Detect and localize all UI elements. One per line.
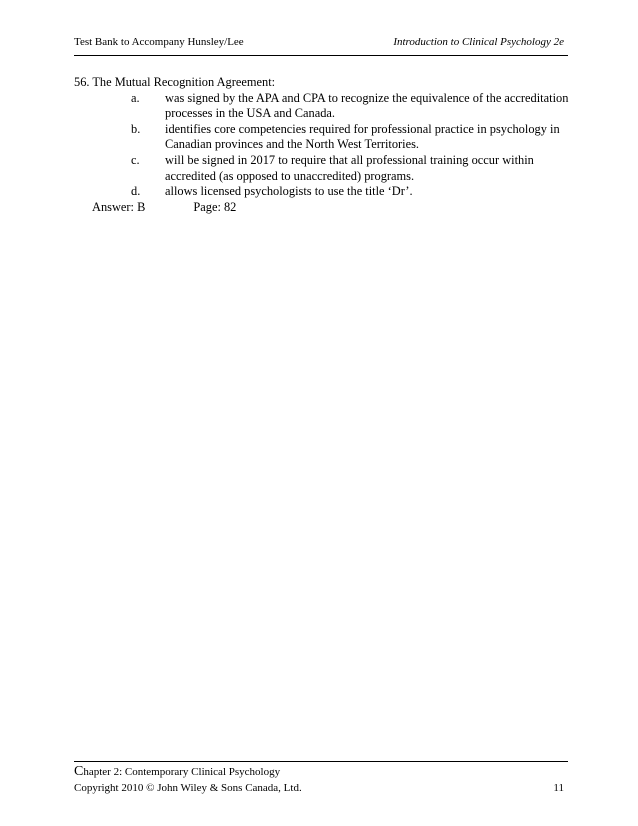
option-letter: d. bbox=[131, 184, 141, 199]
footer-divider bbox=[74, 761, 568, 762]
option-d bbox=[74, 184, 574, 200]
page-footer bbox=[74, 764, 564, 796]
page-reference: Page: 82 bbox=[193, 199, 237, 214]
footer-chapter bbox=[74, 764, 564, 780]
option-a bbox=[74, 91, 574, 122]
option-letter: b. bbox=[131, 121, 141, 136]
option-text: was signed by the APA and CPA to recognize the equivalence of the accreditation processes in the USA and Canada. bbox=[165, 90, 569, 121]
header-right-text: Introduction to Clinical Psychology 2e bbox=[393, 36, 564, 48]
header-divider bbox=[74, 55, 568, 56]
option-b bbox=[74, 122, 574, 153]
option-text: will be signed in 2017 to require that all professional training occur within accredited (as opposed to unaccredited) programs. bbox=[165, 152, 534, 183]
header-left-text: Test Bank to Accompany Hunsley/Lee bbox=[74, 36, 244, 48]
option-letter: c. bbox=[131, 152, 140, 167]
option-c bbox=[74, 153, 574, 184]
question-stem: 56. The Mutual Recognition Agreement: bbox=[74, 75, 276, 89]
answer-text: Answer: B bbox=[92, 199, 146, 214]
page-number: 11 bbox=[553, 782, 564, 794]
option-text: identifies core competencies required for professional practice in psychology in Canadian provinces and the North West Territories. bbox=[165, 121, 560, 152]
answer-options bbox=[74, 91, 574, 200]
chapter-initial: C bbox=[74, 764, 84, 779]
option-letter: a. bbox=[131, 90, 140, 105]
option-text: allows licensed psychologists to use the title ‘Dr’. bbox=[165, 184, 413, 199]
question-56 bbox=[74, 75, 574, 215]
page-header bbox=[74, 36, 564, 52]
footer-copyright: Copyright 2010 © John Wiley & Sons Canada, Ltd. bbox=[74, 782, 302, 794]
answer-key bbox=[74, 200, 574, 216]
chapter-title: hapter 2: Contemporary Clinical Psychology bbox=[83, 766, 281, 778]
